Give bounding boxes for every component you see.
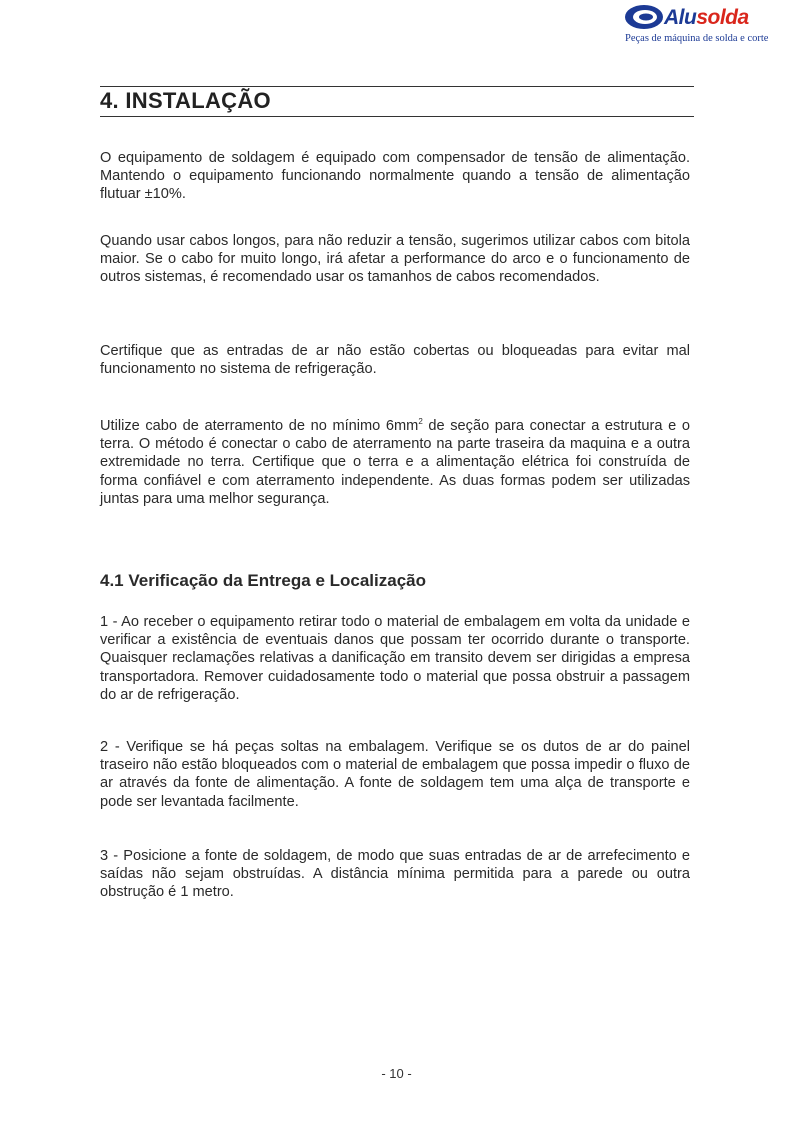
logo-tagline: Peças de máquina de solda e corte — [625, 33, 769, 44]
paragraph-step-1: 1 - Ao receber o equipamento retirar todo o material de embalagem em volta da unidade e verificar a existência de eventuais danos que possam ter ocorrido durante o transporte. Quaisquer reclamações relativas a danificação em transito devem ser dirigidas a empresa transportadora. Remover cuidadosamente todo o material que possa obstruir a passagem do ar de refrigeração. — [100, 614, 690, 703]
paragraph-long-cables: Quando usar cabos longos, para não reduzir a tensão, sugerimos utilizar cabos com bitola maior. Se o cabo for muito longo, irá afetar a performance do arco e o funcionamento de outros sistemas, é recomendado usar os tamanhos de cabos recomendados. — [100, 233, 690, 286]
logo-mark-icon — [624, 4, 664, 30]
brand-logo — [596, 2, 769, 46]
logo-wordmark: Alusolda — [664, 6, 749, 29]
paragraph-step-2: 2 - Verifique se há peças soltas na embalagem. Verifique se os dutos de ar do painel traseiro não estão bloqueados com o material de embalagem que possa impedir o fluxo de ar através da fonte de alimentação. A fonte de soldagem tem uma alça de transporte e pode ser levantada facilmente. — [100, 739, 690, 810]
paragraph-grounding: Utilize cabo de aterramento de no mínimo $6mm^2$ de seção para conectar a estrutura e o terra. O método é conectar o cabo de aterramento na parte traseira da maquina e a outra extremidade no terra. Certifique que o terra e a alimentação elétrica foi construída de forma confiável e com aterramento independente. As duas formas podem ser utilizadas juntas para uma melhor segurança. — [100, 417, 690, 507]
paragraph-air-inlets: Certifique que as entradas de ar não estão cobertas ou bloqueadas para evitar mal funcionamento no sistema de refrigeração. — [100, 343, 690, 378]
page-number: - 10 - — [381, 1066, 412, 1081]
subsection-title: 4.1 Verificação da Entrega e Localização — [100, 571, 426, 590]
paragraph-voltage: O equipamento de soldagem é equipado com compensador de tensão de alimentação. Mantendo o equipamento funcionando normalmente quando a tensão de alimentação flutuar ±10%. — [100, 150, 690, 203]
title-rule-bottom — [100, 116, 694, 117]
section-title: 4. INSTALAÇÃO — [100, 88, 271, 113]
paragraph-step-3: 3 - Posicione a fonte de soldagem, de modo que suas entradas de ar de arrefecimento e saídas não sejam obstruídas. A distância mínima permitida para a parede ou outra obstrução é 1 metro. — [100, 848, 690, 901]
